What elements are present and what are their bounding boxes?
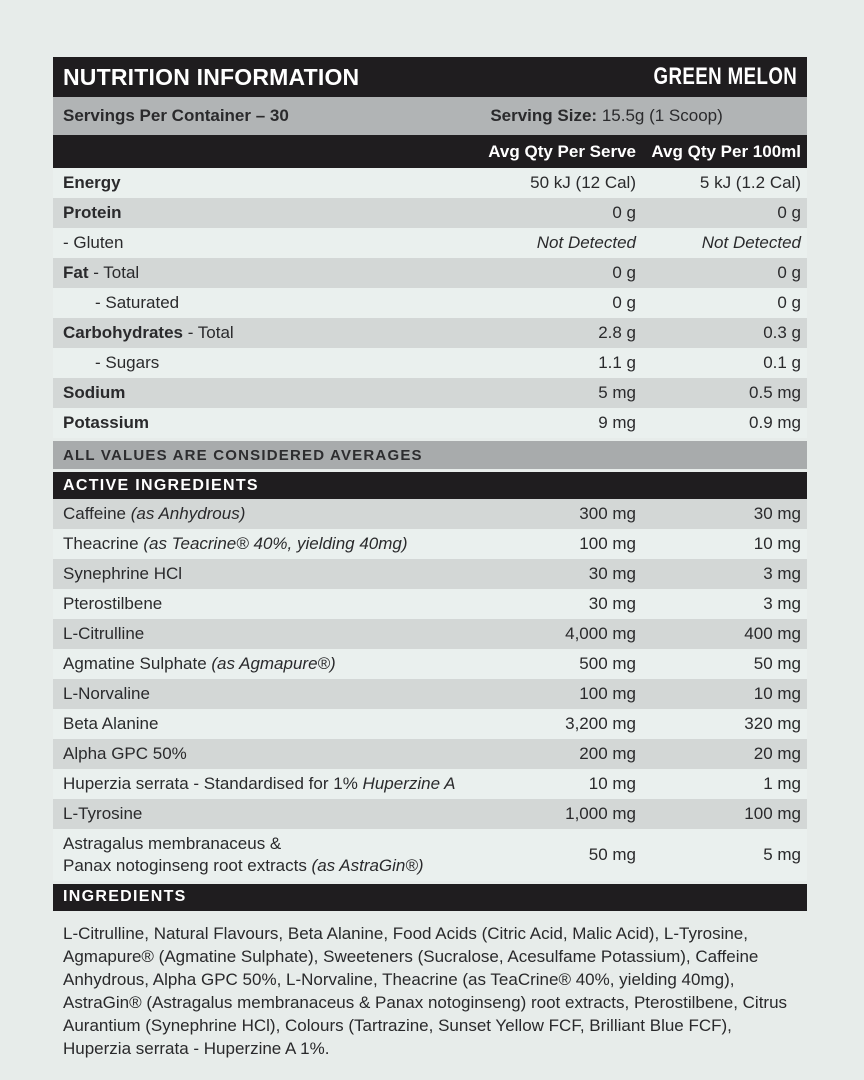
table-row-theacrine	[53, 529, 807, 559]
table-row-agmatine	[53, 649, 807, 679]
value-per-100ml: 0.9 mg	[749, 413, 801, 432]
nutrient-name: - Sugars	[95, 353, 160, 372]
table-row-fat-saturated	[53, 288, 807, 318]
page-title: NUTRITION INFORMATION	[63, 63, 360, 90]
serving-size-value: 15.5g (1 Scoop)	[601, 106, 723, 125]
table-row-caffeine	[53, 499, 807, 529]
value-per-100ml: Not Detected	[701, 233, 801, 252]
value-per-serve: 50 kJ (12 Cal)	[530, 173, 636, 192]
value-per-serve: 0 g	[612, 263, 636, 282]
table-row-potassium	[53, 408, 807, 438]
table-row-fat-total	[53, 258, 807, 288]
ingredient-name: L-Tyrosine	[63, 804, 143, 823]
nutrition-label	[53, 57, 807, 1060]
servings-bar	[53, 97, 807, 135]
value-per-100ml: 5 mg	[763, 844, 801, 864]
nutrient-name: Protein	[63, 203, 122, 222]
ingredients-header: INGREDIENTS	[53, 884, 807, 911]
value-per-100ml: 10 mg	[753, 534, 801, 553]
nutrient-name: Sodium	[63, 383, 126, 402]
ingredient-name: Beta Alanine	[63, 714, 159, 733]
table-row-sugars	[53, 348, 807, 378]
nutrient-name: Fat - Total	[63, 263, 140, 282]
servings-per-container: Servings Per Container – 30	[63, 106, 289, 125]
value-per-serve: Not Detected	[536, 233, 636, 252]
value-per-100ml: 100 mg	[744, 804, 801, 823]
table-row-huperzia	[53, 769, 807, 799]
value-per-100ml: 0.5 mg	[749, 383, 801, 402]
value-per-serve: 100 mg	[579, 534, 636, 553]
table-row-gluten	[53, 228, 807, 258]
nutrient-name: - Saturated	[95, 293, 180, 312]
table-row-sodium	[53, 378, 807, 408]
value-per-100ml: 0.1 g	[763, 353, 801, 372]
table-row-beta-alanine	[53, 709, 807, 739]
table-row-alpha-gpc	[53, 739, 807, 769]
value-per-100ml: 400 mg	[744, 624, 801, 643]
ingredient-name: Huperzia serrata - Standardised for 1% Huperzine A	[63, 774, 456, 793]
averages-note: ALL VALUES ARE CONSIDERED AVERAGES	[53, 441, 807, 469]
value-per-serve: 0 g	[612, 203, 636, 222]
table-row-carbohydrates-total	[53, 318, 807, 348]
value-per-serve: 2.8 g	[598, 323, 636, 342]
value-per-100ml: 3 mg	[763, 564, 801, 583]
nutrient-name: Energy	[63, 173, 121, 192]
nutrient-name: - Gluten	[63, 233, 124, 252]
value-per-100ml: 3 mg	[763, 594, 801, 613]
table-row-l-tyrosine	[53, 799, 807, 829]
value-per-serve: 30 mg	[588, 594, 636, 613]
value-per-serve: 100 mg	[579, 684, 636, 703]
column-header-per-100ml: Avg Qty Per 100ml	[651, 141, 801, 161]
table-row-l-citrulline	[53, 619, 807, 649]
serving-size-label: Serving Size:	[490, 106, 598, 125]
serving-size	[490, 106, 807, 126]
table-row-pterostilbene	[53, 589, 807, 619]
table-row-synephrine	[53, 559, 807, 589]
value-per-100ml: 30 mg	[753, 504, 801, 523]
value-per-serve: 50 mg	[588, 844, 636, 864]
value-per-100ml: 50 mg	[753, 654, 801, 673]
ingredient-name: L-Citrulline	[63, 624, 145, 643]
label-header	[53, 57, 807, 97]
value-per-serve: 10 mg	[588, 774, 636, 793]
flavor-name: GREEN MELON	[653, 63, 797, 90]
value-per-serve: 1,000 mg	[565, 804, 636, 823]
value-per-100ml: 10 mg	[753, 684, 801, 703]
value-per-serve: 30 mg	[588, 564, 636, 583]
ingredient-name: Theacrine (as Teacrine® 40%, yielding 40mg)	[63, 534, 408, 553]
value-per-100ml: 1 mg	[763, 774, 801, 793]
column-header-row	[53, 135, 807, 168]
table-row-energy	[53, 168, 807, 198]
value-per-serve: 9 mg	[598, 413, 636, 432]
value-per-100ml: 5 kJ (1.2 Cal)	[699, 173, 801, 192]
nutrient-name: Potassium	[63, 413, 149, 432]
value-per-serve: 1.1 g	[598, 353, 636, 372]
ingredient-name: Caffeine (as Anhydrous)	[63, 504, 246, 523]
value-per-serve: 5 mg	[598, 383, 636, 402]
table-row-l-norvaline	[53, 679, 807, 709]
value-per-100ml: 0 g	[777, 263, 801, 282]
ingredient-name: Agmatine Sulphate (as Agmapure®)	[63, 654, 336, 673]
nutrient-name: Carbohydrates - Total	[63, 323, 234, 342]
value-per-100ml: 0 g	[777, 293, 801, 312]
ingredient-name: Alpha GPC 50%	[63, 744, 187, 763]
value-per-serve: 0 g	[612, 293, 636, 312]
ingredients-list: L-Citrulline, Natural Flavours, Beta Alanine, Food Acids (Citric Acid, Malic Acid), L-Tyrosine, Agmapure® (Agmatine Sulphate), Sweeteners (Sucralose, Acesulfame Potassium), Caffeine Anhydrous, Alpha GPC 50%, L-Norvaline, Theacrine (as TeaCrine® 40%, yielding 40mg), AstraGin® (Astragalus membranaceus & Panax notoginseng) root extracts, Pterostilbene, Citrus Aurantium (Synephrine HCl), Colours (Tartrazine, Sunset Yellow FCF, Brilliant Blue FCF), Huperzia serrata - Huperzine A 1%.	[63, 923, 788, 1058]
value-per-100ml: 320 mg	[744, 714, 801, 733]
value-per-100ml: 0 g	[777, 203, 801, 222]
value-per-serve: 500 mg	[579, 654, 636, 673]
value-per-serve: 200 mg	[579, 744, 636, 763]
value-per-serve: 300 mg	[579, 504, 636, 523]
table-row-astragin	[53, 829, 807, 881]
ingredient-name: Synephrine HCl	[63, 564, 183, 583]
column-header-per-serve: Avg Qty Per Serve	[488, 141, 636, 161]
active-ingredients-header: ACTIVE INGREDIENTS	[53, 472, 807, 499]
ingredient-name: Astragalus membranaceus & Panax notoginseng root extracts (as AstraGin®)	[63, 834, 424, 875]
ingredient-name: Pterostilbene	[63, 594, 163, 613]
value-per-100ml: 0.3 g	[763, 323, 801, 342]
table-row-protein	[53, 198, 807, 228]
value-per-serve: 4,000 mg	[565, 624, 636, 643]
value-per-100ml: 20 mg	[753, 744, 801, 763]
value-per-serve: 3,200 mg	[565, 714, 636, 733]
ingredient-name: L-Norvaline	[63, 684, 150, 703]
